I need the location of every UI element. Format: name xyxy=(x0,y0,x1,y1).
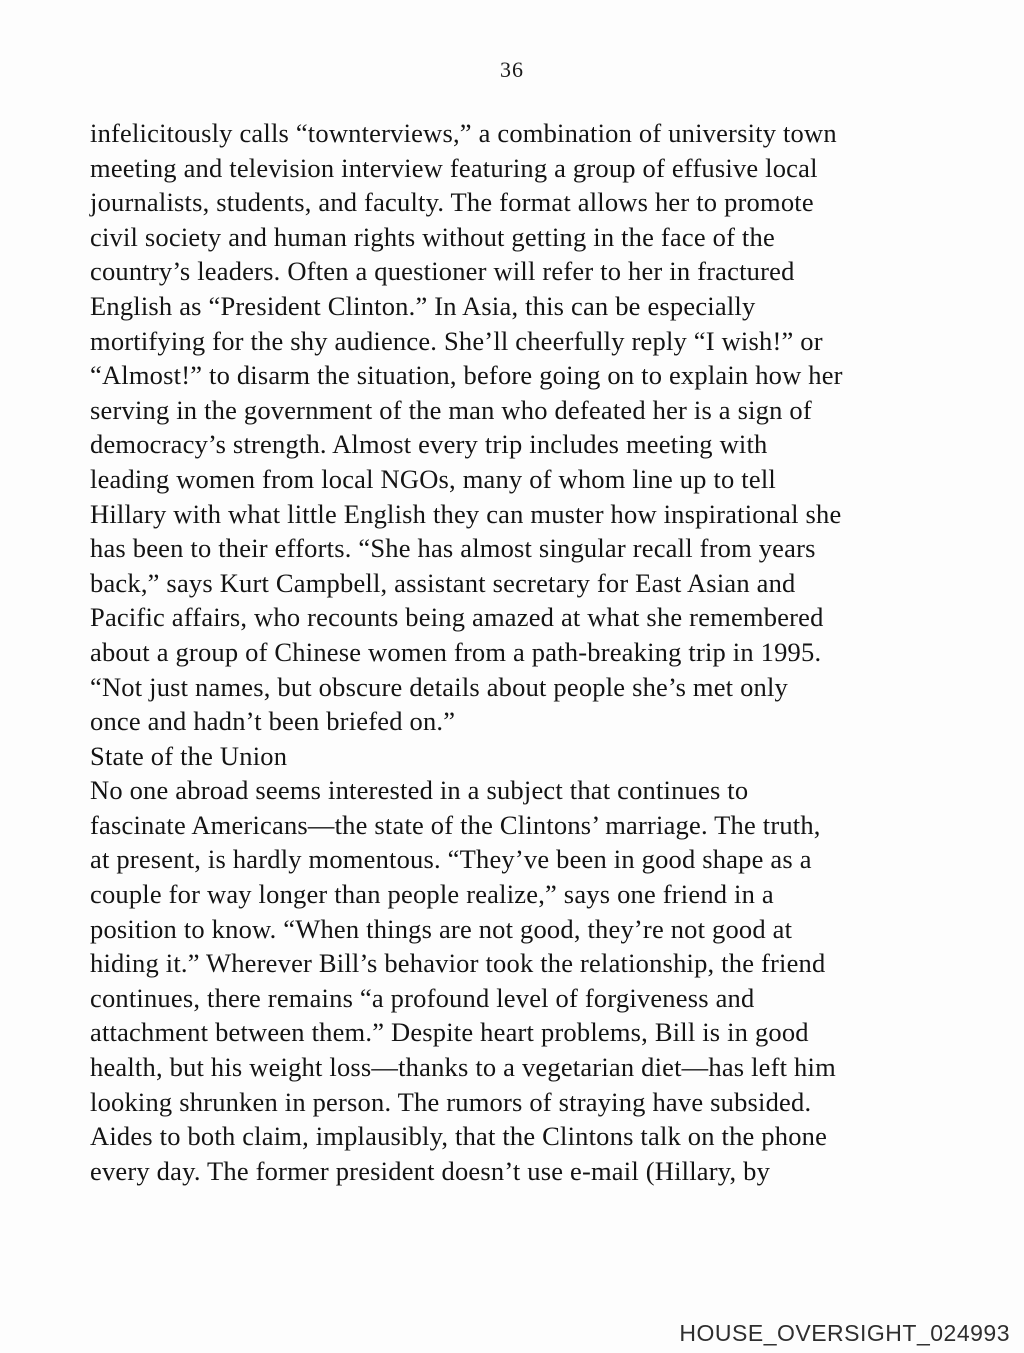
text-line: attachment between them.” Despite heart problems, Bill is in good xyxy=(90,1017,809,1048)
text-line: meeting and television interview featuring a group of effusive local xyxy=(90,152,818,183)
body-text xyxy=(90,116,990,1188)
text-line: leading women from local NGOs, many of whom line up to tell xyxy=(90,463,776,494)
text-line: health, but his weight loss—thanks to a vegetarian diet—has left him xyxy=(90,1052,836,1083)
text-line: mortifying for the shy audience. She’ll cheerfully reply “I wish!” or xyxy=(90,325,823,356)
text-line: democracy’s strength. Almost every trip includes meeting with xyxy=(90,429,768,460)
bates-stamp: HOUSE_OVERSIGHT_024993 xyxy=(679,1320,1010,1346)
text-line: State of the Union xyxy=(90,740,288,771)
text-line: about a group of Chinese women from a path-breaking trip in 1995. xyxy=(90,636,822,667)
text-line: couple for way longer than people realize,” says one friend in a xyxy=(90,879,774,910)
text-line: once and hadn’t been briefed on.” xyxy=(90,706,456,737)
text-line: infelicitously calls “townterviews,” a combination of university town xyxy=(90,118,837,148)
text-line: serving in the government of the man who defeated her is a sign of xyxy=(90,394,812,425)
text-line: back,” says Kurt Campbell, assistant secretary for East Asian and xyxy=(90,567,796,598)
text-line: journalists, students, and faculty. The format allows her to promote xyxy=(90,187,814,218)
text-line: No one abroad seems interested in a subject that continues to xyxy=(90,775,749,806)
text-line: fascinate Americans—the state of the Clintons’ marriage. The truth, xyxy=(90,809,821,840)
text-line: civil society and human rights without getting in the face of the xyxy=(90,221,775,252)
text-line: Pacific affairs, who recounts being amazed at what she remembered xyxy=(90,602,824,633)
text-line: hiding it.” Wherever Bill’s behavior took the relationship, the friend xyxy=(90,948,826,979)
text-line: “Almost!” to disarm the situation, before going on to explain how her xyxy=(90,360,843,391)
text-line: country’s leaders. Often a questioner will refer to her in fractured xyxy=(90,256,795,287)
text-line: looking shrunken in person. The rumors of straying have subsided. xyxy=(90,1086,812,1117)
text-line: English as “President Clinton.” In Asia, this can be especially xyxy=(90,290,756,321)
text-line: continues, there remains “a profound level of forgiveness and xyxy=(90,982,755,1013)
text-line: “Not just names, but obscure details about people she’s met only xyxy=(90,671,788,702)
text-line: every day. The former president doesn’t use e-mail (Hillary, by xyxy=(90,1155,771,1186)
text-line: at present, is hardly momentous. “They’ve been in good shape as a xyxy=(90,844,812,875)
text-line: Hillary with what little English they can muster how inspirational she xyxy=(90,498,842,529)
text-line: position to know. “When things are not good, they’re not good at xyxy=(90,913,793,944)
page-number: 36 xyxy=(500,57,524,82)
text-line: has been to their efforts. “She has almost singular recall from years xyxy=(90,533,816,564)
text-line: Aides to both claim, implausibly, that the Clintons talk on the phone xyxy=(90,1121,828,1152)
